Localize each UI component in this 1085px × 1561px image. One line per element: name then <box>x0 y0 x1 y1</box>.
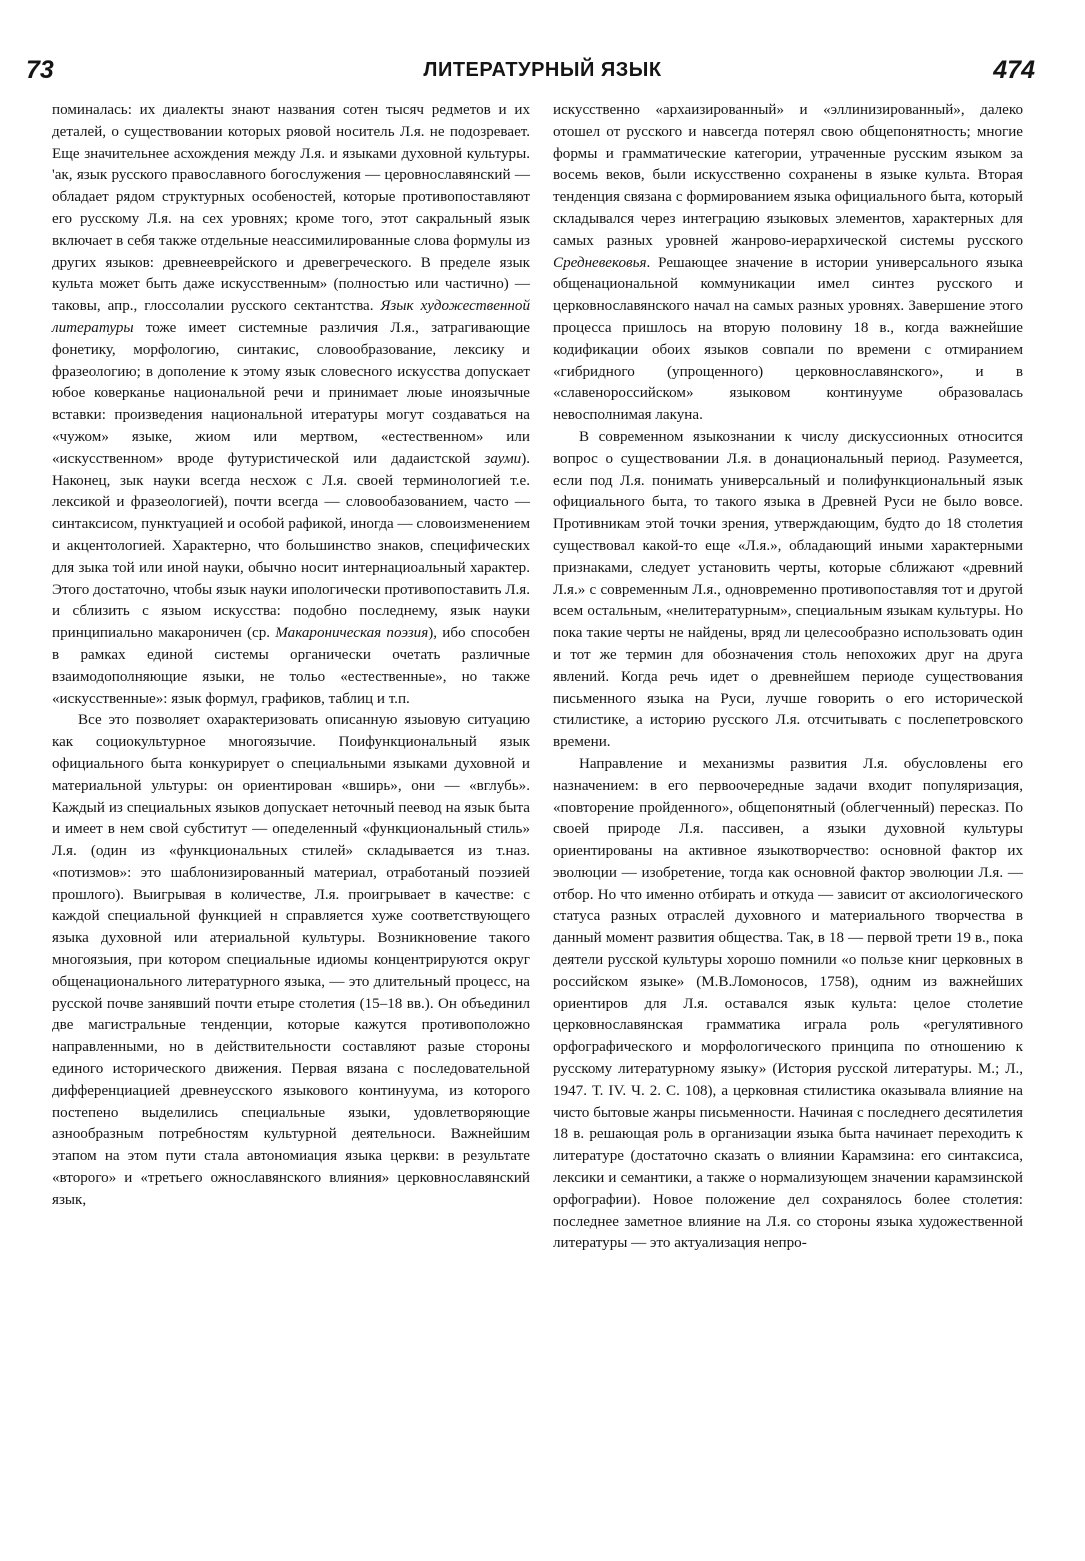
text-run: тоже имеет системные различия Л.я., затрагивающие фонетику, морфологию, синтакис, словообразование, лексику и фразеологию; в дополение к этому язык словесного искусства допускает юбое коверканье национальной речи и принимает люые иноязычные вставки: произведения национальной итературы могут создаваться на «чужом» языке, жиом или мертвом, «естественном» или «искусственном» вроде футуристической или дадаистской <box>52 319 530 467</box>
term-reference: Средневековья <box>553 254 647 271</box>
text-run: ), ибо способен в рамках единой системы органически очетать различные взаимодополняющие языки, не тольо «естественные», но также «искусственные»: язык формул, графиков, таблиц и т.п. <box>52 625 530 707</box>
term-reference: Язык художественной литературы <box>52 298 530 336</box>
paragraph <box>52 100 530 710</box>
term-reference: Макароническая поэзия <box>275 625 429 642</box>
term-reference: зауми <box>484 450 522 467</box>
text-run: ). Наконец, зык науки всегда несхож с Л.я. своей терминологией т.е. лексикой и фразеологией), почти всегда — словообазованием, часто — синтаксисом, пунктуацией и особой рафикой, иногда — словоизменением и акцентологией. Характерно, что большинство знаков, специфических для зыка той или иной науки, обычно носит интернациоальный характер. Этого достаточно, чтобы язык науки ипологически противопоставить Л.я. и сблизить с языом искусства: подобно последнему, язык науки принципиально макароничен (ср. <box>52 450 530 642</box>
paragraph: В современном языкознании к числу дискуссионных относится вопрос о существовании Л.я. в донациональный период. Разумеется, если под Л.я. понимать универсальный и полифункциональный язык официального быта, то такого языка в Древней Руси не было вовсе. Противникам этой точки зрения, утверждающим, будто до 18 столетия существовал какой-то еще «Л.я.», обладающий иными характерными признаками, следует установить черты, которые сближают «древний Л.я.» с современным Л.я., одновременно противопоставляя тот и другой всем остальным, «нелитературным», специальным языкам культуры. Но пока такие черты не найдены, вряд ли целесообразно использовать один и тот же термин для обозначения столь непохожих друг на друга явлений. Когда речь идет о древнейшем периоде существования письменного языка на Руси, лучше говорить о его исторической стилистике, а историю русского Л.я. отсчитывать с послепетровского времени. <box>553 428 1023 751</box>
text-run: поминалась: их диалекты знают названия сотен тысяч редметов и их деталей, о существовании которых ряовой носитель Л.я. не подозревает. Еще значительнее асхождения между Л.я. и языками духовной культуры. 'ак, язык русского православного богослужения — церовнославянский — обладает рядом структурных особеностей, которые противопоставляют его русскому Л.я. на сех уровнях; кроме того, этот сакральный язык включает в себя также отдельные неассимилированные слова формулы из других языков: древнееврейского и древегреческого. В пределе язык культа может быть даже искусственным» (полностью или частично) — таковы, апр., глоссолалии русского сектантства. <box>52 102 530 315</box>
paragraph <box>553 100 1023 427</box>
paragraph: Все это позволяет охарактеризовать описанную языовую ситуацию как социокультурное многоязычие. Поифункциональный язык официального быта конкурирует о специальными языками духовной и материальной ультуры: он ориентирован «вширь», они — «вглубь». Каждый из специальных языков допускает неточный пеевод на язык быта и имеет в нем свой субститут — опеделенный «функциональный стиль» Л.я. (один из «функциональных стилей» складывается из т.наз. «потизмов»: это шаблонизированный материал, отработаный поэзией прошлого). Выигрывая в количестве, Л.я. проигрывает в качестве: с каждой специальной функцией н справляется хуже соответствующего языка духовной или атериальной культуры. Возникновение такого многоязыия, при котором специальные идиомы концентрируются округ общенационального литературного языка, — это длительный процесс, на русской почве занявший почти етыре столетия (15–18 вв.). Он объединил две магистральные тенденции, которые кажутся противоположно направленными, но в действительности составляют разые стороны единого исторического движения. Первая вязана с последовательной дифференциацией древнеусского языкового континуума, из которого постепено выделились специальные языки, удовлетворяющие азнообразным потребностям культурной деятельноси. Важнейшим этапом на этом пути стала автономиация языка церкви: в результате «второго» и «третьего ожнославянского влияния» церковнославянский язык, <box>52 712 530 1208</box>
paragraph: Направление и механизмы развития Л.я. обусловлены его назначением: в его первоочередные задачи входит популяризация, «повторение пройденного», общепонятный (облегченный) пересказ. По своей природе Л.я. пассивен, а языки духовной культуры ориентированы на активное языкотворчество: основной фактор их эволюции — изобретение, тогда как основной фактор эволюции Л.я. — отбор. Но что именно отбирать и откуда — зависит от аксиологического статуса разных отраслей духовного и материального творчества в данный момент развития общества. Так, в 18 — первой трети 19 в., пока деятели русской культуры хорошо помнили «о пользе книг церковных в российском языке» (М.В.Ломоносов, 1758), одним из важнейших ориентиров для Л.я. оставался язык культа: целое столетие церковнославянская грамматика играла роль «регулятивного орфографического и морфологического принципа по отношению к русскому литературному языку» (История русской литературы. М.; Л., 1947. Т. IV. Ч. 2. С. 108), а церковная стилистика оказывала влияние на чисто бытовые жанры письменности. Начиная с последнего десятилетия 18 в. решающая роль в организации языка быта начинает переходить к литературе (достаточно сказать о влиянии Карамзина: его синтаксиса, лексики и семантики, а также о нормализующем значении карамзинской орфографии). Новое положение дел сохранялось более столетия: последнее заметное влияние на Л.я. со стороны языка художественной литературы — это актуализация непро- <box>553 755 1023 1252</box>
text-run: . Решающее значение в истории универсального языка общенациональной коммуникации имел синтез русского и церковнославянского начал на самых разных уровнях. Завершение этого процесса пришлось на вторую половину 18 в., когда важнейшие кодификации обоих языков совпали по времени с отмиранием «гибридного (упрощенного) церковнославянского», и в «славенороссийском» языковом континууме образовалась невосполнимая лакуна. <box>553 254 1023 424</box>
text-run: искусственно «архаизированный» и «эллинизированный», далеко отошел от русского и навсегда потерял свою общепонятность; многие формы и грамматические категории, утраченные русским языком за восемь веков, были искусственно сохранены в языке культа. Вторая тенденция связана с формированием языка официального быта, который складывался через интеграцию языковых элементов, характерных для самых разных уровней жанрово-иерархической системы русского <box>553 102 1023 249</box>
page-number-right: 474 <box>993 56 1035 84</box>
running-title: ЛИТЕРАТУРНЫЙ ЯЗЫК <box>423 59 662 81</box>
running-header <box>0 52 1085 88</box>
left-column <box>52 100 530 1212</box>
page-number-left: 73 <box>26 56 54 84</box>
right-column <box>553 100 1023 1255</box>
